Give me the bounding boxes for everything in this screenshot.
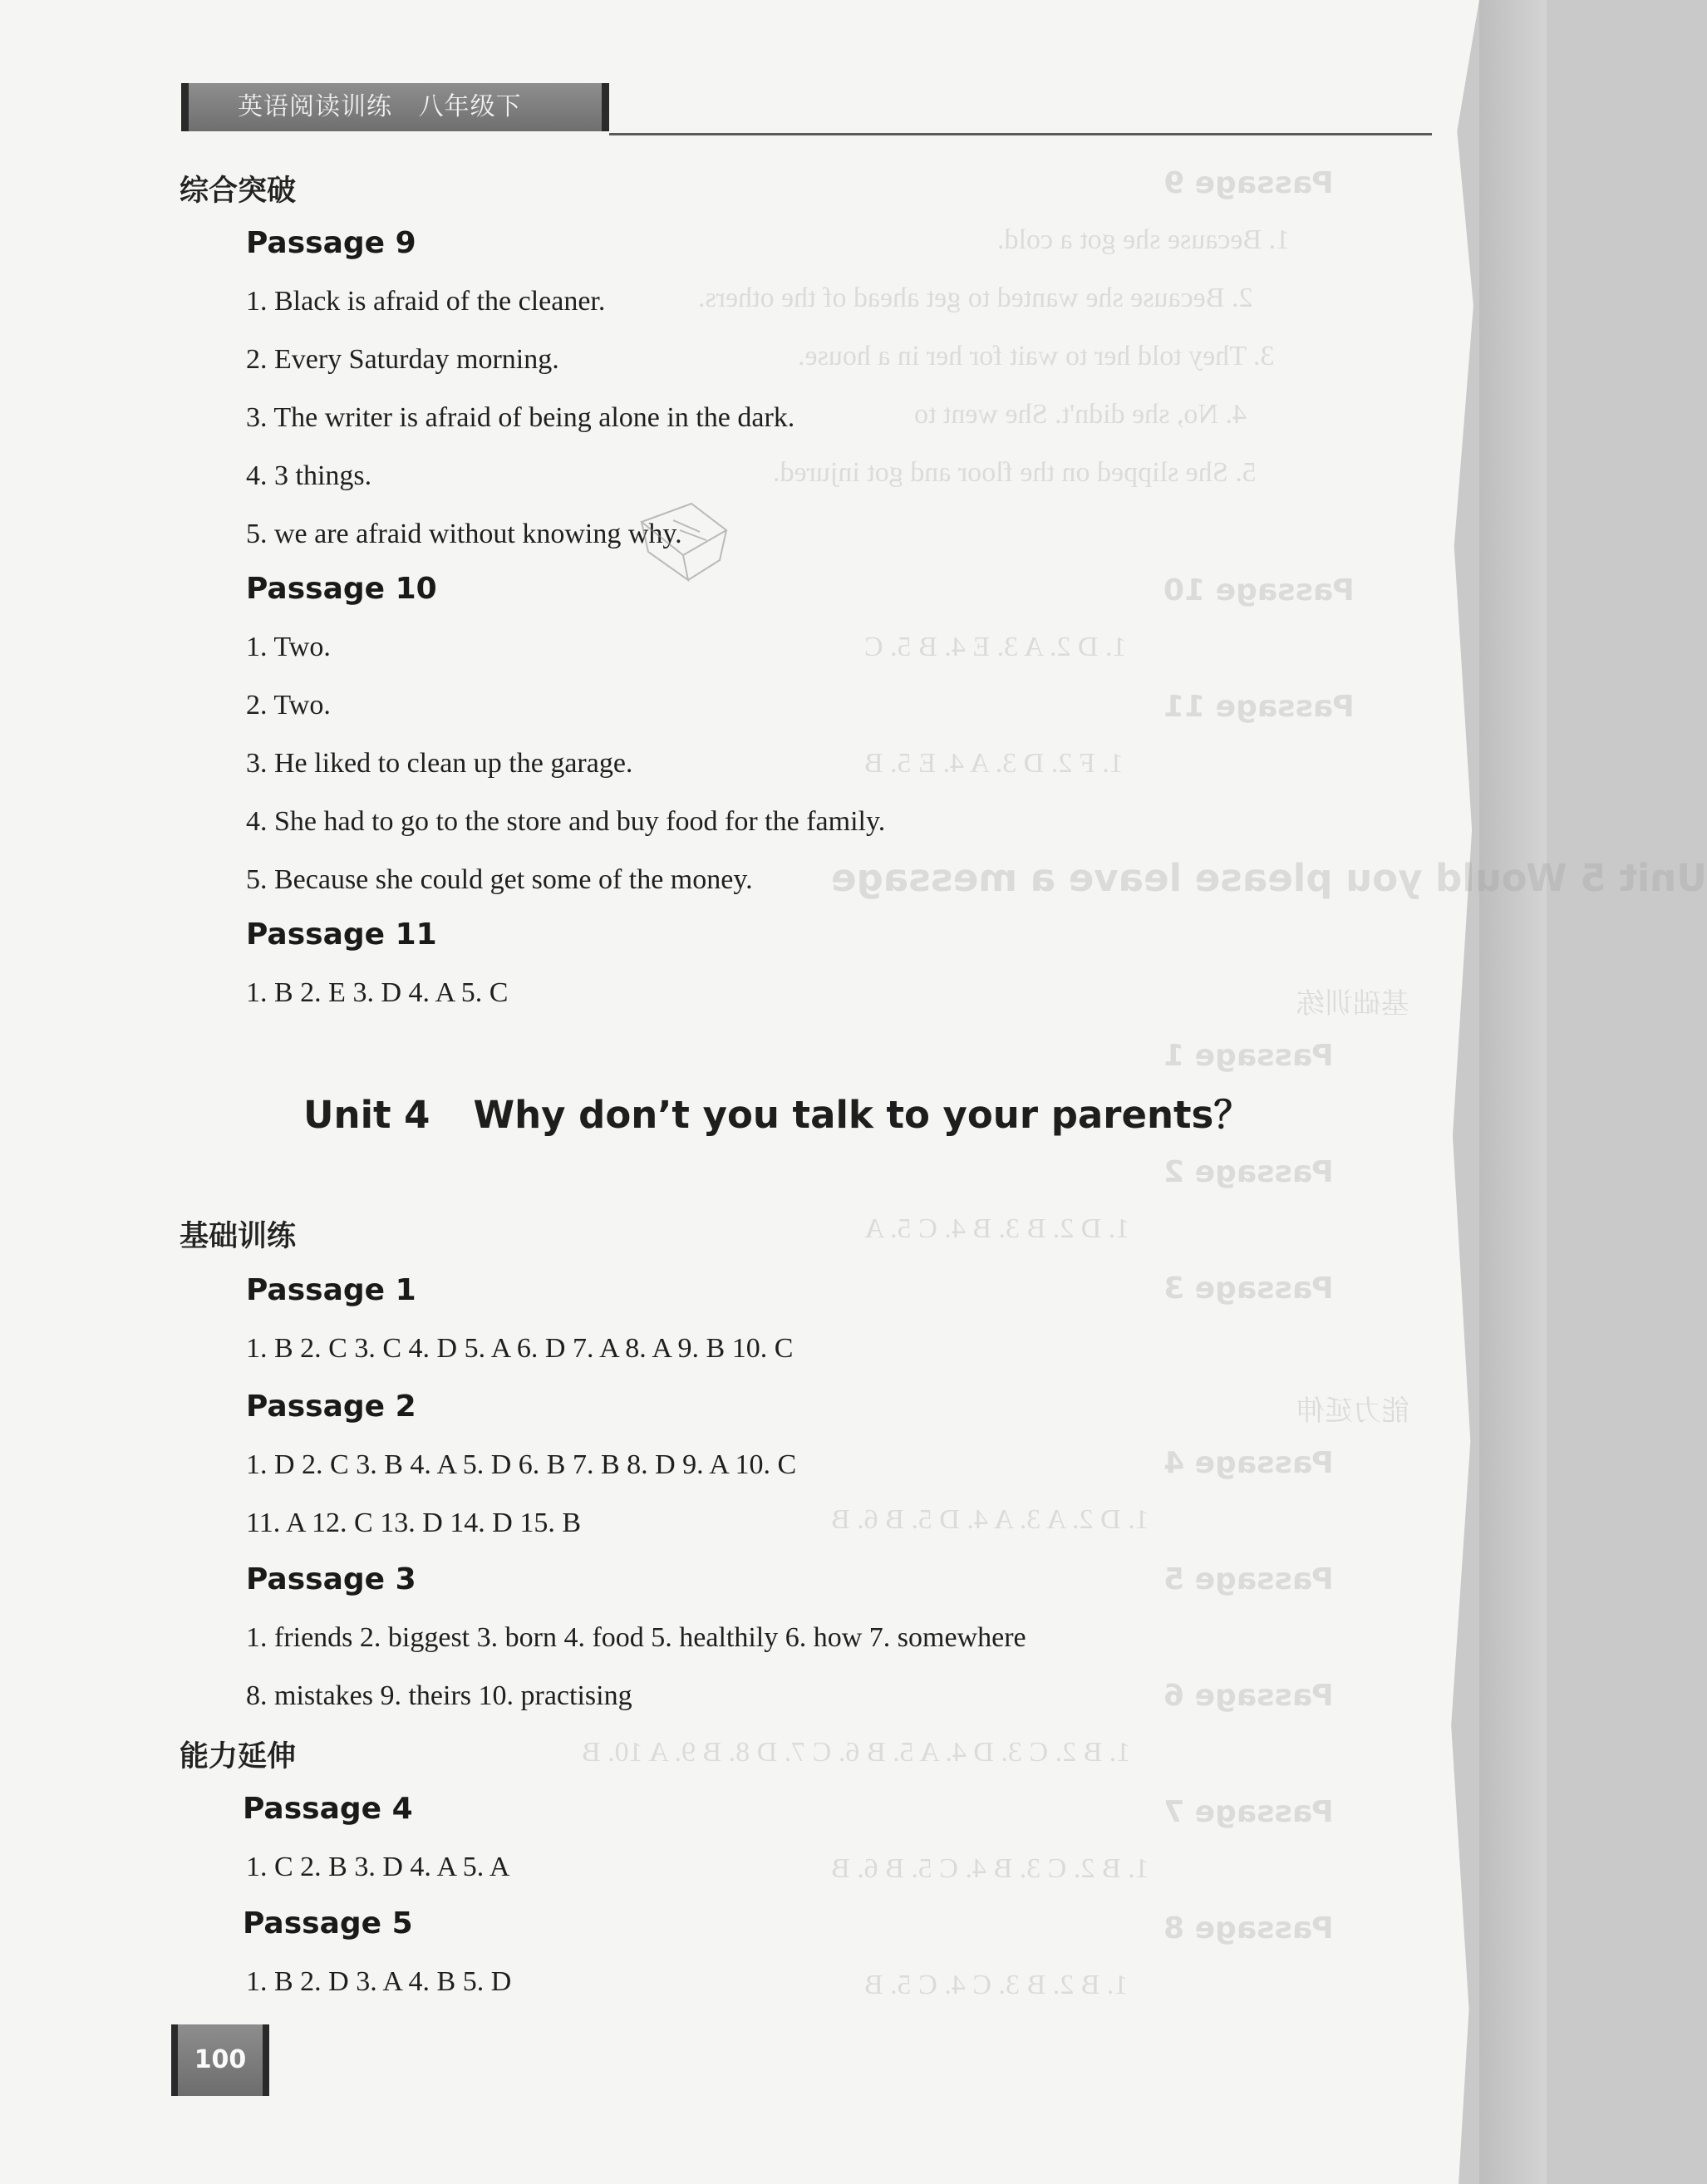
- answer-line: 1. Black is afraid of the cleaner.: [246, 286, 606, 317]
- watermark-stamp-icon: [633, 497, 733, 588]
- answer-line: 1. B 2. D 3. A 4. B 5. D: [246, 1966, 512, 1997]
- section-heading: 综合突破: [180, 175, 297, 208]
- passage-heading: Passage 9: [246, 226, 416, 260]
- answer-line: 1. Two.: [246, 632, 331, 662]
- passage-heading: Passage 2: [246, 1390, 416, 1424]
- answer-line: 5. we are afraid without knowing why.: [246, 519, 682, 549]
- answer-line: 3. The writer is afraid of being alone in the dark.: [246, 402, 795, 433]
- answer-line: 1. friends 2. biggest 3. born 4. food 5. healthily 6. how 7. somewhere: [246, 1622, 1026, 1653]
- passage-heading: Passage 10: [246, 572, 437, 606]
- unit-title: Why don’t you talk to your parents？: [473, 1093, 1252, 1137]
- passage-heading: Passage 3: [246, 1562, 416, 1596]
- answer-line: 1. C 2. B 3. D 4. A 5. A: [246, 1852, 510, 1882]
- answer-line: 8. mistakes 9. theirs 10. practising: [246, 1680, 632, 1711]
- answer-line: 2. Two.: [246, 690, 331, 721]
- unit-heading: [303, 1085, 1251, 1139]
- header-rule: [609, 133, 1432, 135]
- answer-line: 5. Because she could get some of the money.: [246, 864, 753, 895]
- section-heading: 能力延伸: [180, 1740, 297, 1773]
- answer-line: 3. He liked to clean up the garage.: [246, 748, 633, 779]
- passage-heading: Passage 5: [243, 1906, 413, 1941]
- answer-line: 4. She had to go to the store and buy food for the family.: [246, 806, 886, 837]
- book-gutter: [1479, 0, 1547, 2184]
- page-number: 100: [194, 2045, 247, 2074]
- passage-heading: Passage 11: [246, 917, 437, 952]
- section-heading: 基础训练: [180, 1220, 297, 1253]
- book-title: 英语阅读训练 八年级下: [238, 92, 522, 121]
- passage-heading: Passage 4: [243, 1792, 413, 1826]
- answer-line: 4. 3 things.: [246, 460, 372, 491]
- answer-line: 1. D 2. C 3. B 4. A 5. D 6. B 7. B 8. D 9. A 10. C: [246, 1449, 797, 1480]
- answer-line: 11. A 12. C 13. D 14. D 15. B: [246, 1508, 582, 1538]
- answer-line: 1. B 2. C 3. C 4. D 5. A 6. D 7. A 8. A 9. B 10. C: [246, 1333, 794, 1364]
- passage-heading: Passage 1: [246, 1273, 416, 1307]
- answer-line: 1. B 2. E 3. D 4. A 5. C: [246, 977, 509, 1008]
- unit-number: Unit 4: [303, 1093, 430, 1137]
- answer-line: 2. Every Saturday morning.: [246, 344, 559, 375]
